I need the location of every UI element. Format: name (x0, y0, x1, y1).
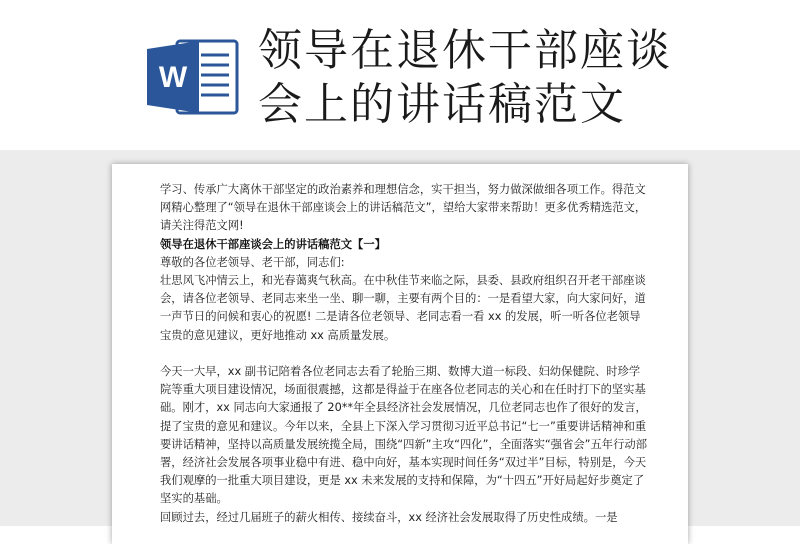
salutation: 尊敬的各位老领导、老干部，同志们: (160, 255, 345, 269)
document-content (160, 181, 650, 527)
body-paragraph: 今天一大早，xx 副书记陪着各位老同志去看了轮胎三期、数博大道一标段、妇幼保健院、时珍学院等重大项目建设情况，场面很震撼，这都是得益于在座各位老同志的关心和在任时打下的坚实基础。刚才，xx 同志向大家通报了 20**年全县经济社会发展情况，几位老同志也作了很好的发言，提了宝贵的意见和建议。今年以来，全县上下深入学习贯彻习近平总书记“七一”重要讲话精神和重要讲话精神，坚持以高质量发展统揽全局，围绕“四新”主攻“四化”，全面落实“强省会”五年行动部署，经济社会发展各项事业稳中有进、稳中向好，基本实现时间任务“双过半”目标，特别是，今天我们观摩的一批重大项目建设，更是 xx 未来发展的支持和保障，为“十四五”开好局起好步奠定了坚实的基础。 (160, 365, 647, 506)
word-icon-letter: W (158, 61, 188, 94)
word-document-icon (143, 37, 241, 117)
intro-paragraph: 学习、传承广大离休干部坚定的政治素养和理想信念，实干担当，努力做深做细各项工作。得范文网精心整理了“领导在退休干部座谈会上的讲话稿范文”，望给大家带来帮助！更多优秀精选范文，请关注得范文网! (160, 183, 647, 233)
paragraph-spacer (160, 345, 650, 363)
page-title (258, 24, 778, 132)
title-line-1: 领导在退休干部座谈 (258, 25, 672, 76)
body-paragraph: 回顾过去，经过几届班子的薪火相传、接续奋斗，xx 经济社会发展取得了历史性成绩。一是 (160, 510, 618, 524)
title-line-2: 会上的讲话稿范文 (258, 79, 626, 130)
body-paragraph: 壮思风飞冲情云上，和光春蔼爽气秋高。在中秋佳节来临之际，县委、县政府组织召开老干部座谈会，请各位老领导、老同志来坐一坐、聊一聊，主要有两个目的：一是看望大家，向大家问好，道一声节日的问候和衷心的祝愿! 二是请各位老领导、老同志看一看 xx 的发展，听一听各位老领导宝贵的意见建议，更好地推动 xx 高质量发展。 (160, 274, 646, 342)
header (0, 0, 800, 150)
section-heading: 领导在退休干部座谈会上的讲话稿范文【一】 (160, 237, 386, 251)
